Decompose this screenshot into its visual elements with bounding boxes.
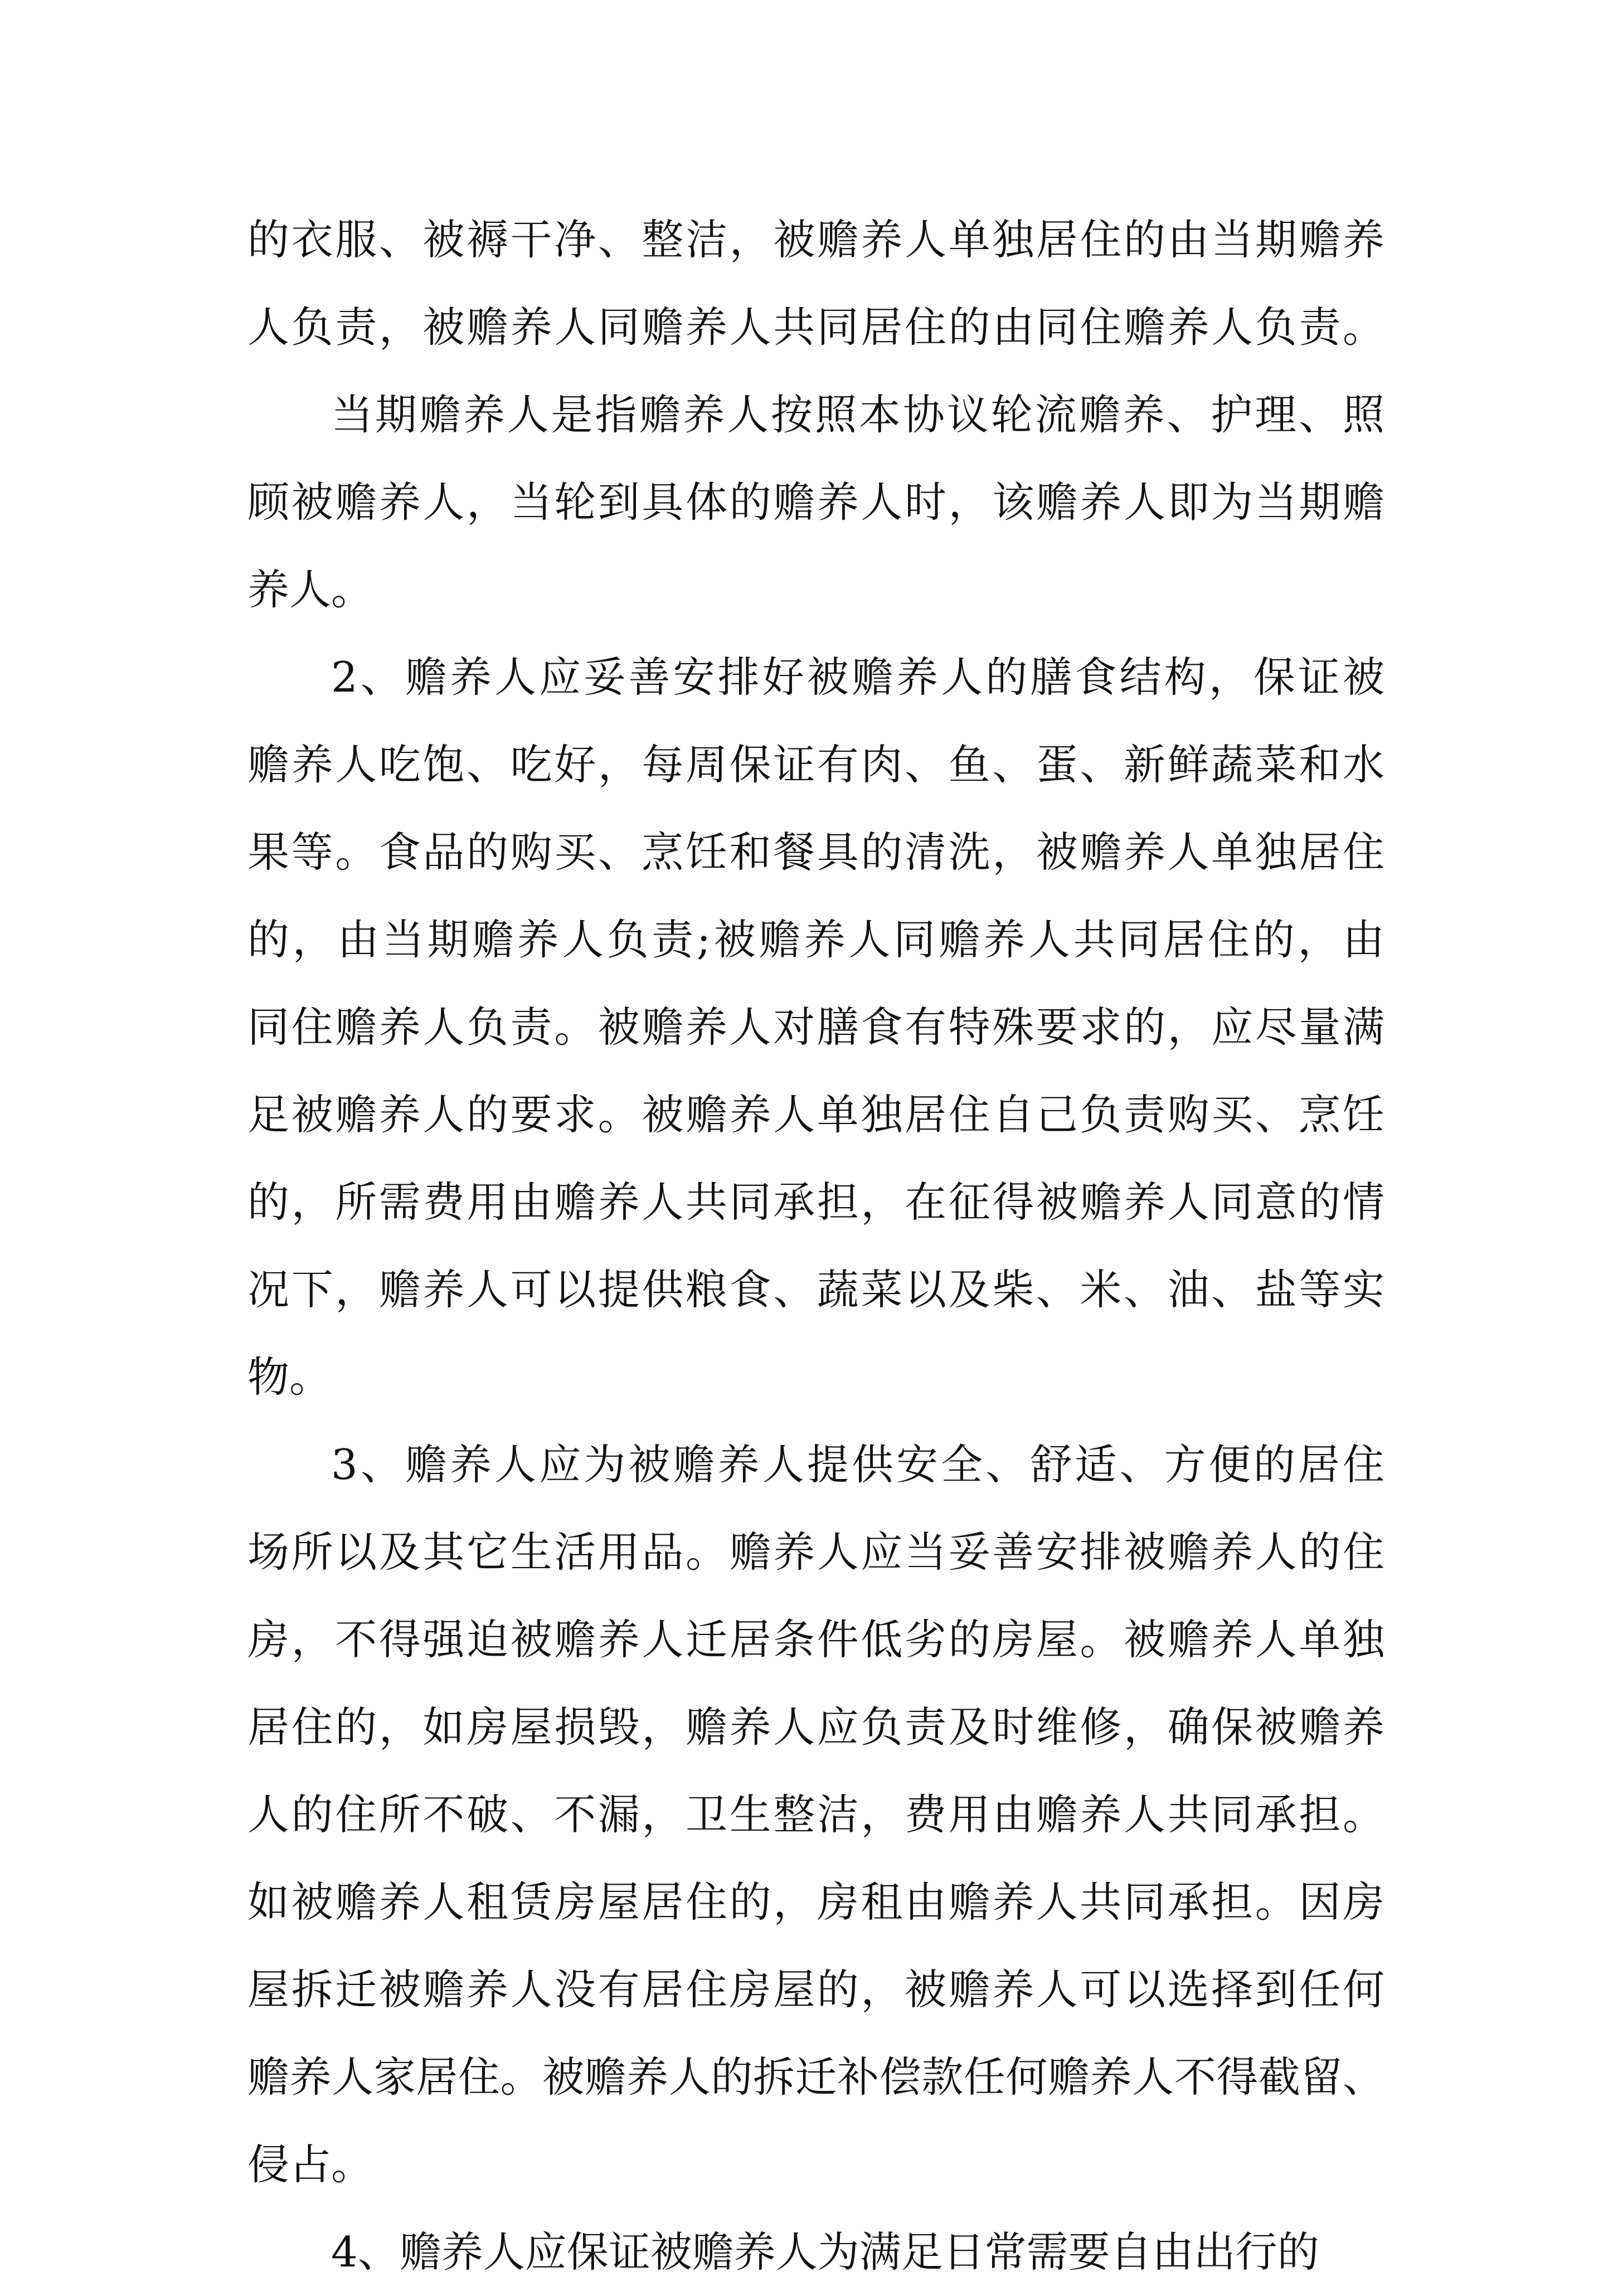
- text-line: 顾被赡养人，当轮到具体的赡养人时，该赡养人即为当期赡: [247, 478, 1384, 527]
- paragraph-start-line: 2、赡养人应妥善安排好被赡养人的膳食结构，保证被: [331, 653, 1384, 702]
- text-line: 况下，赡养人可以提供粮食、蔬菜以及柴、米、油、盐等实: [247, 1265, 1384, 1314]
- text-line: 果等。食品的购买、烹饪和餐具的清洗，被赡养人单独居住: [247, 828, 1384, 877]
- text-line: 人负责，被赡养人同赡养人共同居住的由同住赡养人负责。: [247, 303, 1384, 352]
- text-line: 的，所需费用由赡养人共同承担，在征得被赡养人同意的情: [247, 1178, 1384, 1227]
- body-text: [247, 196, 1384, 2296]
- text-line: 赡养人吃饱、吃好，每周保证有肉、鱼、蛋、新鲜蔬菜和水: [247, 740, 1384, 789]
- paragraph-end-line: 物。: [247, 1353, 332, 1402]
- paragraph-end-line: 侵占。: [247, 2140, 373, 2189]
- paragraph-start-line: 当期赡养人是指赡养人按照本协议轮流赡养、护理、照: [331, 390, 1384, 439]
- text-line: 同住赡养人负责。被赡养人对膳食有特殊要求的，应尽量满: [247, 1003, 1384, 1052]
- text-line: 屋拆迁被赡养人没有居住房屋的，被赡养人可以选择到任何: [247, 1965, 1384, 2014]
- text-line: 赡养人家居住。被赡养人的拆迁补偿款任何赡养人不得截留、: [247, 2052, 1384, 2102]
- paragraph-end-line: 养人。: [247, 565, 373, 614]
- text-line: 的，由当期赡养人负责;被赡养人同赡养人共同居住的，由: [247, 915, 1384, 964]
- text-line: 的衣服、被褥干净、整洁，被赡养人单独居住的由当期赡养: [247, 215, 1384, 264]
- paragraph-start-line: 3、赡养人应为被赡养人提供安全、舒适、方便的居住: [331, 1440, 1384, 1489]
- text-line: 房，不得强迫被赡养人迁居条件低劣的房屋。被赡养人单独: [247, 1615, 1384, 1664]
- text-line: 居住的，如房屋损毁，赡养人应负责及时维修，确保被赡养: [247, 1702, 1384, 1752]
- text-line: 场所以及其它生活用品。赡养人应当妥善安排被赡养人的住: [247, 1528, 1384, 1577]
- text-line: 如被赡养人租赁房屋居住的，房租由赡养人共同承担。因房: [247, 1877, 1384, 1927]
- text-line: 足被赡养人的要求。被赡养人单独居住自己负责购买、烹饪: [247, 1090, 1384, 1139]
- paragraph-start-line: 4、赡养人应保证被赡养人为满足日常需要自由出行的: [331, 2227, 1319, 2276]
- text-line: 人的住所不破、不漏，卫生整洁，费用由赡养人共同承担。: [247, 1790, 1384, 1839]
